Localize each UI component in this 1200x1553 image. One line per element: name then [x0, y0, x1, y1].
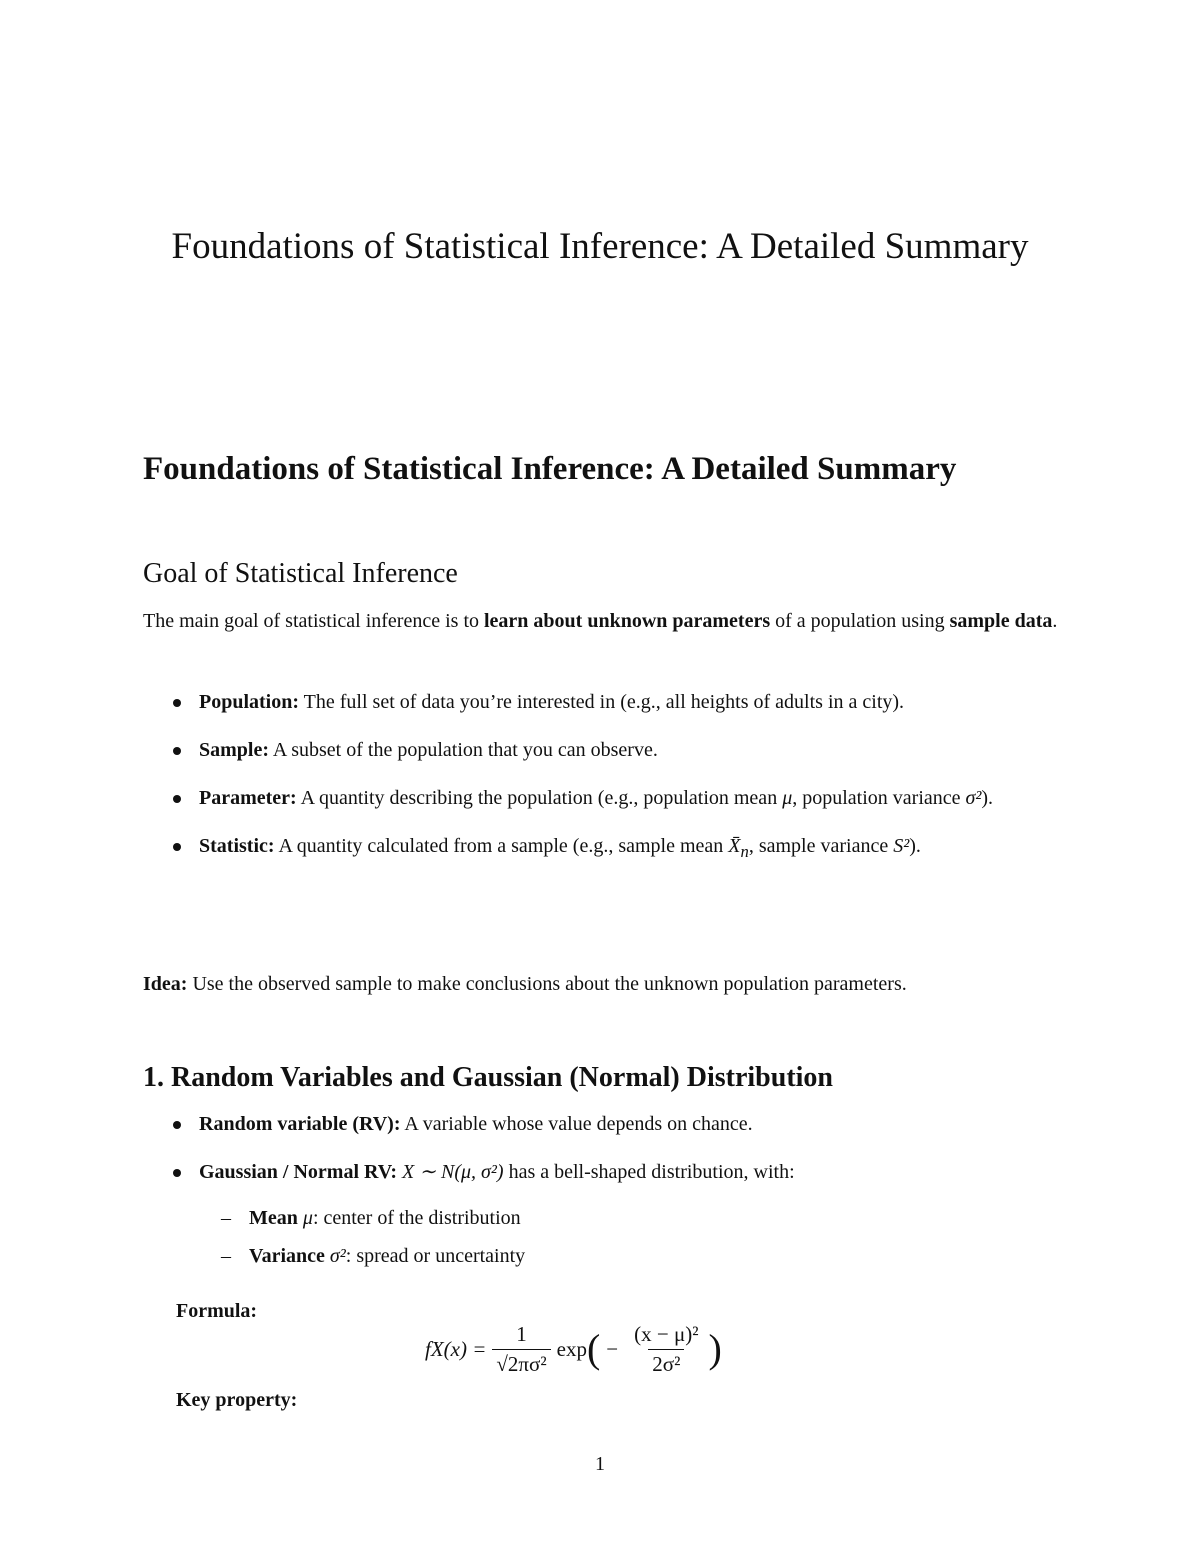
list-item-parameter: [143, 784, 1060, 812]
formula-numerator-2: (x − μ)²: [634, 1321, 699, 1346]
definition-mean: : center of the distribution: [312, 1207, 521, 1229]
definition-gaussian: has a bell-shaped distribution, with:: [503, 1161, 795, 1183]
gaussian-sublist: [199, 1204, 1060, 1270]
symbol-s2: S²: [893, 835, 910, 857]
term-variance: Variance: [249, 1245, 325, 1267]
dash-icon: –: [221, 1245, 231, 1267]
goal-heading-text: Goal of Statistical Inference: [143, 558, 458, 589]
term-parameter: Parameter:: [199, 787, 297, 809]
definition-parameter-b: , population variance: [792, 787, 966, 809]
bullet-icon: [173, 747, 181, 755]
bullet-icon: [173, 1121, 181, 1129]
formula-fraction-1: [492, 1322, 550, 1377]
intro-text-2: of a population using: [770, 610, 950, 632]
key-property-label: Key property:: [176, 1389, 298, 1411]
list-item-statistic: [143, 832, 1060, 866]
gaussian-pdf-formula: [425, 1318, 722, 1380]
intro-bold-1: learn about unknown parameters: [484, 610, 771, 632]
intro-text-3: .: [1052, 610, 1058, 632]
definition-statistic-a: A quantity calculated from a sample (e.g., sample mean: [274, 835, 729, 857]
sublist-item-mean: [199, 1204, 1060, 1232]
formula-label: Formula:: [176, 1300, 258, 1322]
formula-numerator-1: 1: [516, 1321, 527, 1346]
intro-bold-2: sample data: [949, 610, 1053, 632]
definition-variance: : spread or uncertainty: [345, 1245, 526, 1267]
term-sample: Sample:: [199, 739, 269, 761]
definitions-list: [143, 688, 1060, 886]
idea-paragraph: [143, 970, 1060, 999]
formula-denominator-2: 2σ²: [648, 1349, 684, 1377]
symbol-sigma2: σ²: [965, 787, 982, 809]
document-title: Foundations of Statistical Inference: A Detailed Summary: [171, 226, 1029, 267]
rv-list: [143, 1110, 1060, 1290]
list-item-gaussian: [143, 1158, 1060, 1270]
section-1-heading: 1. Random Variables and Gaussian (Normal) Distribution: [143, 1062, 834, 1093]
formula-exp: exp: [556, 1336, 587, 1361]
dash-icon: –: [221, 1207, 231, 1229]
definition-sample: A subset of the population that you can observe.: [269, 739, 658, 761]
intro-paragraph: [143, 607, 1060, 636]
term-statistic: Statistic:: [199, 835, 275, 857]
term-population: Population:: [199, 691, 300, 713]
bullet-icon: [173, 1169, 181, 1177]
definition-population: The full set of data you’re interested in (e.g., all heights of adults in a city).: [299, 691, 905, 713]
symbol-xbar: X̄: [728, 835, 741, 857]
idea-label: Idea:: [143, 973, 188, 995]
list-item-population: [143, 688, 1060, 716]
formula-denominator-1: √2πσ²: [492, 1349, 550, 1377]
definition-statistic-c: ).: [909, 835, 921, 857]
bullet-icon: [173, 843, 181, 851]
definition-parameter-c: ).: [981, 787, 994, 809]
bullet-icon: [173, 699, 181, 707]
idea-text: Use the observed sample to make conclusions about the unknown population parameters.: [187, 973, 907, 995]
main-heading: Foundations of Statistical Inference: A Detailed Summary: [143, 451, 957, 487]
bullet-icon: [173, 795, 181, 803]
definition-statistic-b: , sample variance: [748, 835, 894, 857]
formula-minus: −: [606, 1336, 619, 1361]
list-item-random-variable: [143, 1110, 1060, 1138]
gaussian-notation: X ∼ N(μ, σ²): [397, 1161, 504, 1183]
formula-fraction-2: [630, 1322, 702, 1377]
intro-text-1: The main goal of statistical inference is to: [143, 610, 484, 632]
definition-parameter-a: A quantity describing the population (e.g., population mean: [296, 787, 783, 809]
term-gaussian: Gaussian / Normal RV:: [199, 1161, 398, 1183]
symbol-mean: μ: [297, 1207, 313, 1229]
term-mean: Mean: [249, 1207, 298, 1229]
page-number: 1: [595, 1453, 605, 1475]
symbol-xbar-sub: n: [740, 842, 749, 861]
right-paren: ): [708, 1326, 722, 1371]
list-item-sample: [143, 736, 1060, 764]
goal-heading: [143, 557, 458, 591]
left-paren: (: [586, 1326, 601, 1371]
sublist-item-variance: [199, 1242, 1060, 1270]
symbol-variance: σ²: [324, 1245, 346, 1267]
term-random-variable: Random variable (RV):: [199, 1113, 401, 1135]
definition-random-variable: A variable whose value depends on chance.: [400, 1113, 753, 1135]
formula-lhs: fX(x) =: [425, 1336, 487, 1361]
symbol-mu: μ: [782, 787, 793, 809]
